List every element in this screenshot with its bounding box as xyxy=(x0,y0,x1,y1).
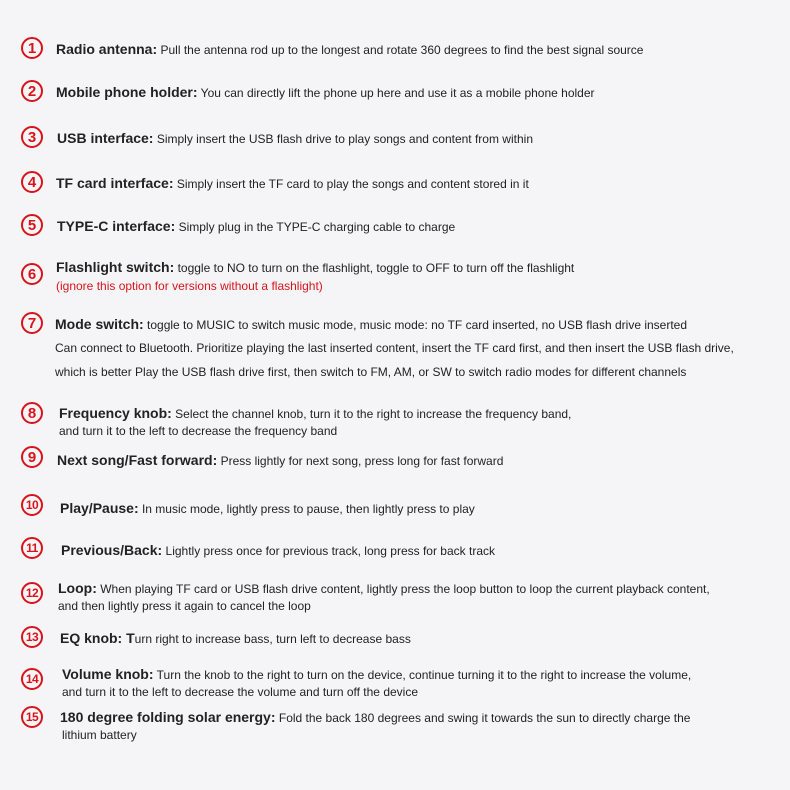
feature-title: Previous/Back: xyxy=(61,542,163,558)
feature-title: 180 degree folding solar energy: xyxy=(60,709,276,725)
feature-line xyxy=(62,666,691,682)
feature-desc: Simply insert the TF card to play the songs and content stored in it xyxy=(176,177,529,191)
feature-desc-line-3: which is better Play the USB flash drive first, then switch to FM, AM, or SW to switch radio modes for different channels xyxy=(55,365,687,379)
feature-desc: Select the channel knob, turn it to the right to increase the frequency band, xyxy=(175,407,572,421)
number-badge-1: 1 xyxy=(21,37,43,59)
feature-desc: toggle to MUSIC to switch music mode, music mode: no TF card inserted, no USB flash drive inserted xyxy=(147,318,688,332)
feature-desc: Pull the antenna rod up to the longest and rotate 360 degrees to find the best signal source xyxy=(160,43,644,57)
feature-title: Flashlight switch: xyxy=(56,259,175,275)
number-badge-7: 7 xyxy=(21,312,43,334)
number-badge-5: 5 xyxy=(21,214,43,236)
feature-desc: Fold the back 180 degrees and swing it towards the sun to directly charge the xyxy=(278,711,691,725)
feature-line xyxy=(56,175,529,191)
feature-desc: Simply plug in the TYPE-C charging cable to charge xyxy=(178,220,456,234)
feature-note: (ignore this option for versions without a flashlight) xyxy=(56,279,323,293)
feature-title: EQ knob: T xyxy=(60,630,135,646)
feature-line xyxy=(58,580,710,596)
feature-desc: urn right to increase bass, turn left to decrease bass xyxy=(134,632,411,646)
number-badge-8: 8 xyxy=(21,402,43,424)
feature-line xyxy=(60,630,411,646)
feature-title: Next song/Fast forward: xyxy=(57,452,218,468)
number-badge-14: 14 xyxy=(21,668,43,690)
feature-desc: Press lightly for next song, press long for fast forward xyxy=(220,454,504,468)
feature-desc-line-2: and turn it to the left to decrease the frequency band xyxy=(59,424,338,438)
feature-desc: In music mode, lightly press to pause, then lightly press to play xyxy=(141,502,475,516)
feature-desc: Turn the knob to the right to turn on the device, continue turning it to the right to increase the volume, xyxy=(156,668,692,682)
feature-line xyxy=(57,130,533,146)
feature-line xyxy=(56,84,595,100)
feature-line xyxy=(57,452,503,468)
feature-desc-line-2: lithium battery xyxy=(62,728,137,742)
feature-line xyxy=(57,218,455,234)
feature-line xyxy=(61,542,495,558)
feature-title: Mode switch: xyxy=(55,316,144,332)
feature-title: Loop: xyxy=(58,580,97,596)
feature-desc: Simply insert the USB flash drive to play songs and content from within xyxy=(156,132,533,146)
feature-desc: You can directly lift the phone up here and use it as a mobile phone holder xyxy=(200,86,595,100)
feature-desc: toggle to NO to turn on the flashlight, toggle to OFF to turn off the flashlight xyxy=(177,261,575,275)
feature-desc: When playing TF card or USB flash drive content, lightly press the loop button to loop the current playback content, xyxy=(100,582,710,596)
feature-desc-line-2: and then lightly press it again to cancel the loop xyxy=(58,599,311,613)
feature-title: Volume knob: xyxy=(62,666,154,682)
feature-title: USB interface: xyxy=(57,130,154,146)
number-badge-11: 11 xyxy=(21,537,43,559)
feature-line xyxy=(60,709,690,725)
feature-title: TF card interface: xyxy=(56,175,174,191)
feature-desc-line-2: Can connect to Bluetooth. Prioritize playing the last inserted content, insert the TF card first, and then insert the USB flash drive, xyxy=(55,341,734,355)
feature-title: Mobile phone holder: xyxy=(56,84,198,100)
feature-title: Play/Pause: xyxy=(60,500,139,516)
number-badge-12: 12 xyxy=(21,582,43,604)
number-badge-13: 13 xyxy=(21,626,43,648)
number-badge-2: 2 xyxy=(21,80,43,102)
number-badge-4: 4 xyxy=(21,171,43,193)
number-badge-6: 6 xyxy=(21,263,43,285)
feature-title: Frequency knob: xyxy=(59,405,172,421)
feature-desc-line-2: and turn it to the left to decrease the volume and turn off the device xyxy=(62,685,419,699)
number-badge-10: 10 xyxy=(21,494,43,516)
feature-line xyxy=(56,259,574,275)
feature-line xyxy=(55,316,687,332)
feature-line xyxy=(56,41,643,57)
feature-line xyxy=(59,405,571,421)
feature-desc: Lightly press once for previous track, long press for back track xyxy=(165,544,495,558)
number-badge-15: 15 xyxy=(21,706,43,728)
number-badge-3: 3 xyxy=(21,126,43,148)
feature-title: TYPE-C interface: xyxy=(57,218,176,234)
feature-title: Radio antenna: xyxy=(56,41,158,57)
number-badge-9: 9 xyxy=(21,446,43,468)
feature-line xyxy=(60,500,475,516)
